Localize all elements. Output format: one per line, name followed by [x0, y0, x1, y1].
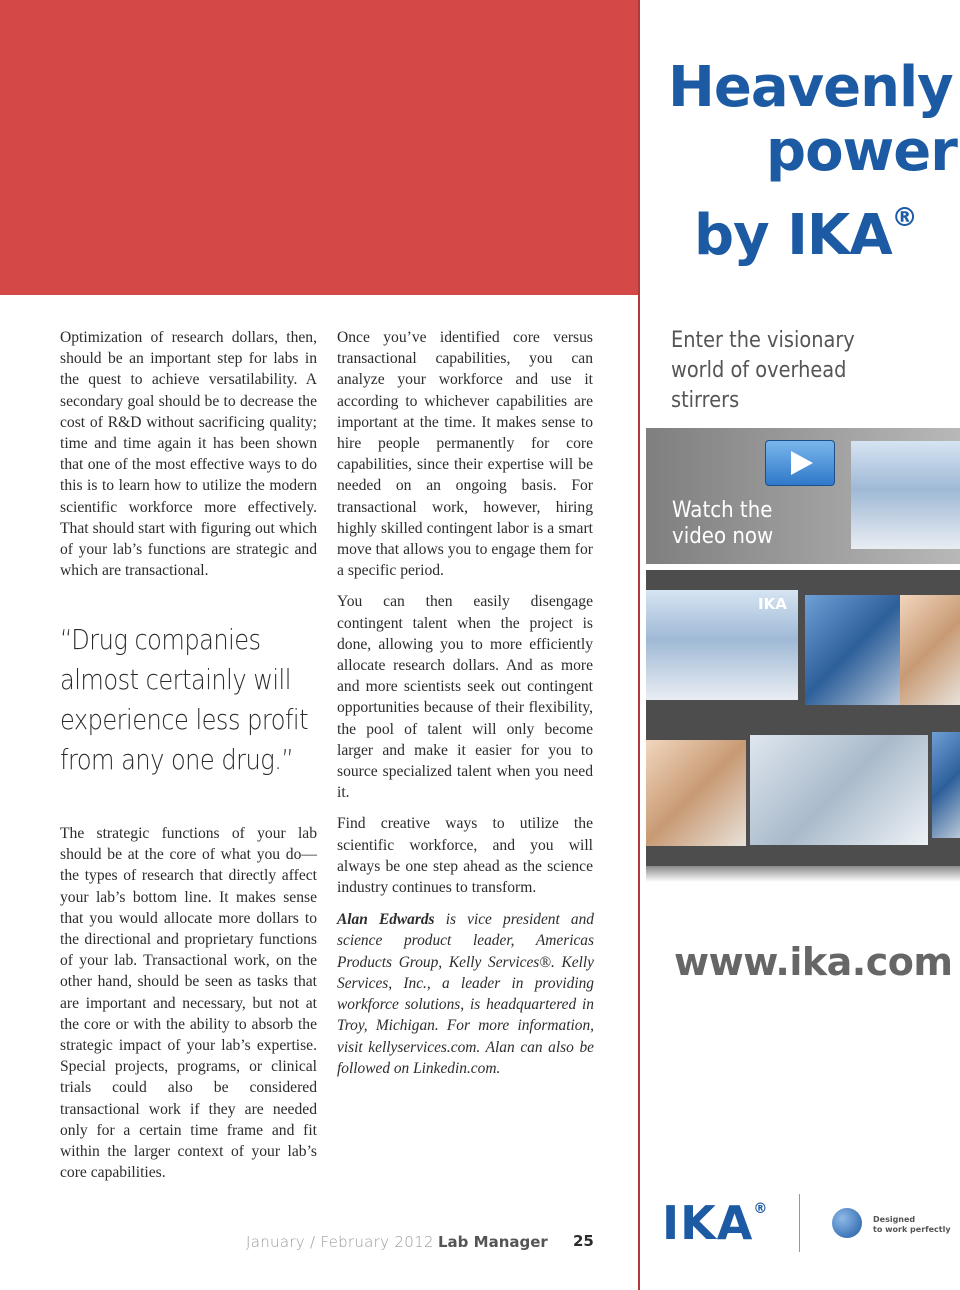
- globe-icon: [832, 1208, 862, 1238]
- logo-divider: [799, 1194, 800, 1252]
- ad-headline-line-1: Heavenly: [668, 55, 953, 120]
- author-name: Alan Edwards: [337, 911, 435, 928]
- ika-logo-text: IKA: [662, 1196, 754, 1250]
- designed-slogan: [873, 1215, 951, 1235]
- article-column-2: [337, 327, 593, 908]
- watch-video-link[interactable]: [672, 498, 773, 550]
- article-paragraph: The strategic functions of your lab should be at the core of what you do—the types of research that directly affect your lab’s bottom line. It makes sense that you would allocate more dollars to the directional and proprietary functions of your lab. Transactional work, on the other hand, should be seen as tasks that are important and necessary, but not at the core or with the ability to absorb the strategic impact of your lab’s expertise. Special projects, programs, or clinical trials could also be considered transactional work if they are needed only for a certain time frame and fit within the larger context of your lab’s core capabilities.: [60, 825, 317, 1182]
- play-icon[interactable]: [765, 440, 835, 486]
- ad-divider: [638, 0, 640, 1290]
- registered-mark: ®: [891, 203, 917, 233]
- ad-headline-text: by IKA: [694, 203, 892, 268]
- author-bio: [337, 909, 594, 1079]
- lab-edge-photo: [932, 732, 960, 838]
- watch-video-line-1: Watch the: [672, 498, 773, 523]
- ad-headline-line-3: [694, 186, 917, 268]
- article-paragraph: Optimization of research dollars, then, should be an important step for labs in the quest to achieve versatilability. A secondary goal should be to decrease the cost of R&D without sacrificing quality; time and time again it has been shown that one of the most effective ways to do this is to learn how to utilize the modern scientific workforce more effectively. That should start with figuring out which of your lab’s functions are strategic and which are transactional.: [60, 329, 317, 580]
- logo-registered-mark: ®: [753, 1201, 769, 1217]
- article-column-1: [60, 327, 317, 591]
- author-bio-text: is vice president and science product leader, Americas Products Group, Kelly Services®. Kelly Services, Inc., a leader in providing workforce solutions, is headquartered in Troy, Michigan. For more information, visit kellyservices.com. Alan can also be followed on Linkedin.com.: [337, 911, 594, 1078]
- issue-date: January / February 2012: [246, 1233, 434, 1251]
- ad-website-link[interactable]: www.ika.com: [674, 940, 953, 984]
- photo-ika-label: IKA: [758, 595, 787, 613]
- magazine-name: Lab Manager: [438, 1233, 548, 1251]
- article-paragraph: You can then easily disengage contingent talent when the project is done, allowing you to more efficiently allocate research dollars. And as more and more scientists seek out contingent opportunities because of their flexibility, the pool of talent will only become larger and make it easier for you to source specialized talent when you need it.: [337, 593, 593, 802]
- couple-photo: [646, 740, 746, 846]
- article-paragraph: Find creative ways to utilize the scientific workforce, and you will always be one step ahead as the science industry continues to transform.: [337, 815, 593, 897]
- ika-logo: [662, 1196, 768, 1250]
- video-thumbnail-image[interactable]: [851, 441, 960, 549]
- page-number: 25: [573, 1232, 594, 1250]
- designed-line-1: Designed: [873, 1215, 916, 1224]
- scientist-woman-photo: [900, 595, 960, 705]
- article-column-1-lower: [60, 823, 317, 1193]
- ad-headline-line-2: power: [766, 119, 957, 184]
- stirrer-photo: [805, 595, 900, 705]
- article-paragraph: Once you’ve identified core versus transactional capabilities, you can analyze your workforce and use it according to whichever capabilities are important at the time. It makes sense to hire people permanently for core capabilities, since their expertise will be needed on an ongoing basis. For transactional work, however, hiring highly skilled contingent labor is a smart move that allows you to engage them for a specific period.: [337, 329, 593, 580]
- watch-video-line-2: video now: [672, 524, 774, 549]
- ad-tagline: [671, 326, 917, 416]
- red-banner: [0, 0, 638, 295]
- pull-quote: “Drug companies almost certainly will experience less profit from any one drug.”: [60, 623, 309, 776]
- film-strip-shadow: [646, 866, 960, 882]
- ad-tagline-line-1: Enter the visionary: [671, 328, 855, 353]
- ad-tagline-line-2: world of overhead stirrers: [671, 358, 847, 413]
- lab-photo: [750, 735, 928, 845]
- designed-line-2: to work perfectly: [873, 1225, 951, 1234]
